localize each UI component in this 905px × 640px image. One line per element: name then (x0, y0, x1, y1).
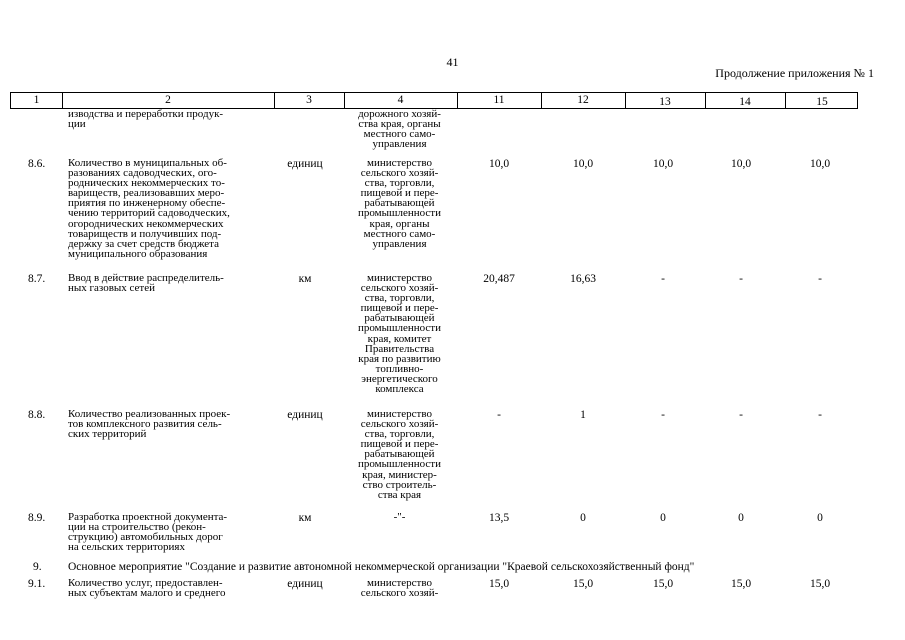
text-line: рабатывающей (364, 312, 435, 325)
header-col-4: 4 (397, 94, 404, 106)
text-line: местного само- (363, 128, 436, 141)
row-executor (343, 409, 456, 500)
row-number: 9.1. (28, 578, 46, 590)
row-value-14: 15,0 (730, 578, 752, 590)
text-line: на сельских территориях (68, 541, 185, 554)
row-unit: единиц (287, 158, 323, 170)
row-name (68, 109, 263, 129)
row-unit: км (298, 273, 312, 285)
row-number: 8.6. (28, 158, 46, 170)
row-value-11: 10,0 (488, 158, 510, 170)
text-line: ства края, органы (358, 118, 441, 131)
row-unit: км (298, 512, 312, 524)
header-col-3: 3 (306, 94, 312, 106)
text-line: комплекса (375, 383, 424, 396)
row-unit: единиц (287, 578, 323, 590)
text-line: пищевой и пере- (360, 438, 439, 451)
text-line: ства, торговли, (364, 292, 435, 305)
row-value-12: 16,63 (570, 273, 596, 285)
row-value-12: 0 (580, 512, 586, 524)
row-name (68, 578, 263, 598)
header-col-13: 13 (659, 96, 671, 108)
table-header (10, 92, 858, 109)
text-line: Ввод в действие распределитель- (68, 272, 224, 284)
text-line: -"- (393, 511, 406, 523)
row-value-15: 15,0 (809, 578, 831, 590)
text-line: ных газовых сетей (68, 282, 156, 295)
text-line: Разработка проектной документа- (68, 511, 228, 523)
row-value-11: - (497, 409, 501, 421)
row-number: 8.7. (28, 273, 46, 285)
text-line: ных субъектам малого и среднего (68, 587, 226, 600)
row-value-15: - (818, 273, 822, 285)
row-value-13: 15,0 (652, 578, 674, 590)
row-unit: единиц (287, 409, 323, 421)
section-title: Основное мероприятие "Создание и развитие автономной некоммерческой организации "Краевой сельскохозяйственный фонд" (68, 561, 695, 573)
row-value-13: 0 (660, 512, 666, 524)
text-line: министерство (366, 577, 432, 589)
header-col-12: 12 (577, 94, 589, 106)
text-line: струкцию) автомобильных дорог (68, 531, 223, 544)
text-line: ции на строительство (рекон- (68, 521, 206, 534)
row-value-15: 10,0 (809, 158, 831, 170)
row-value-14: 0 (738, 512, 744, 524)
text-line: Правительства (364, 342, 435, 355)
row-executor (343, 158, 456, 249)
row-value-15: 0 (817, 512, 823, 524)
row-executor (343, 578, 456, 598)
text-line: края, комитет (367, 332, 432, 345)
text-line: изводства и переработки продук- (68, 108, 224, 120)
text-line: топливно- (375, 362, 424, 375)
text-line: огороднических некоммерческих (68, 217, 224, 230)
row-value-11: 20,487 (483, 273, 515, 285)
text-line: Количество в муниципальных об- (68, 157, 227, 169)
text-line: пищевой и пере- (360, 302, 439, 315)
row-value-15: - (818, 409, 822, 421)
text-line: края, органы (369, 217, 430, 230)
page-number: 41 (446, 55, 459, 69)
row-name (68, 512, 263, 552)
text-line: промышленности (358, 207, 441, 220)
row-number: 8.9. (28, 512, 46, 524)
text-line: сельского хозяй- (360, 167, 439, 180)
text-line: края по развитию (358, 352, 441, 365)
text-line: рабатывающей (364, 448, 435, 461)
row-name (68, 409, 263, 439)
header-col-15: 15 (816, 96, 828, 108)
header-col-11: 11 (493, 94, 505, 106)
text-line: дорожного хозяй- (358, 108, 441, 120)
text-line: ства, торговли, (364, 177, 435, 190)
section-number: 9. (33, 561, 42, 573)
text-line: сельского хозяй- (360, 418, 439, 431)
text-line: края, министер- (362, 468, 437, 481)
text-line: промышленности (358, 458, 441, 471)
header-col-1: 1 (33, 94, 40, 106)
text-line: товариществ и получивших под- (68, 227, 222, 240)
row-value-11: 15,0 (488, 578, 510, 590)
text-line: управления (372, 138, 427, 151)
row-value-12: 15,0 (572, 578, 594, 590)
text-line: ство строитель- (362, 478, 437, 491)
row-value-13: 10,0 (652, 158, 674, 170)
row-executor (343, 273, 456, 394)
text-line: ства края (377, 488, 422, 501)
row-name (68, 273, 263, 293)
row-executor (343, 109, 456, 149)
text-line: министерство (366, 157, 432, 169)
text-line: тов комплексного развития сель- (68, 418, 222, 431)
row-value-14: - (739, 273, 743, 285)
row-value-14: 10,0 (730, 158, 752, 170)
row-name (68, 158, 263, 259)
row-value-12: 1 (580, 409, 586, 421)
text-line: держку за счет средств бюджета (68, 237, 219, 250)
text-line: Количество услуг, предоставлен- (68, 577, 223, 589)
text-line: ских территорий (68, 428, 147, 441)
text-line: разованиях садоводческих, ого- (68, 167, 217, 180)
text-line: местного само- (363, 227, 436, 240)
row-value-11: 13,5 (488, 512, 510, 524)
text-line: энергетического (361, 372, 438, 385)
text-line: роднических некоммерческих то- (68, 177, 225, 190)
row-value-13: - (661, 409, 665, 421)
text-line: приятия по инженерному обеспе- (68, 197, 226, 210)
text-line: министерство (366, 272, 432, 284)
row-value-14: - (739, 409, 743, 421)
header-col-2: 2 (165, 94, 171, 106)
row-value-13: - (661, 273, 665, 285)
text-line: муниципального образования (68, 247, 208, 260)
header-col-14: 14 (739, 96, 751, 108)
text-line: Количество реализованных проек- (68, 408, 231, 420)
text-line: ции (68, 118, 86, 131)
text-line: ства, торговли, (364, 428, 435, 441)
text-line: вариществ, реализовавших меро- (68, 187, 225, 200)
text-line: промышленности (358, 322, 441, 335)
continuation-note: Продолжение приложения № 1 (715, 66, 874, 80)
row-number: 8.8. (28, 409, 46, 421)
row-executor (343, 512, 456, 522)
text-line: сельского хозяй- (360, 587, 439, 600)
text-line: чению территорий садоводческих, (68, 207, 230, 220)
text-line: министерство (366, 408, 432, 420)
text-line: сельского хозяй- (360, 282, 439, 295)
text-line: рабатывающей (364, 197, 435, 210)
text-line: пищевой и пере- (360, 187, 439, 200)
text-line: управления (372, 237, 427, 250)
row-value-12: 10,0 (572, 158, 594, 170)
